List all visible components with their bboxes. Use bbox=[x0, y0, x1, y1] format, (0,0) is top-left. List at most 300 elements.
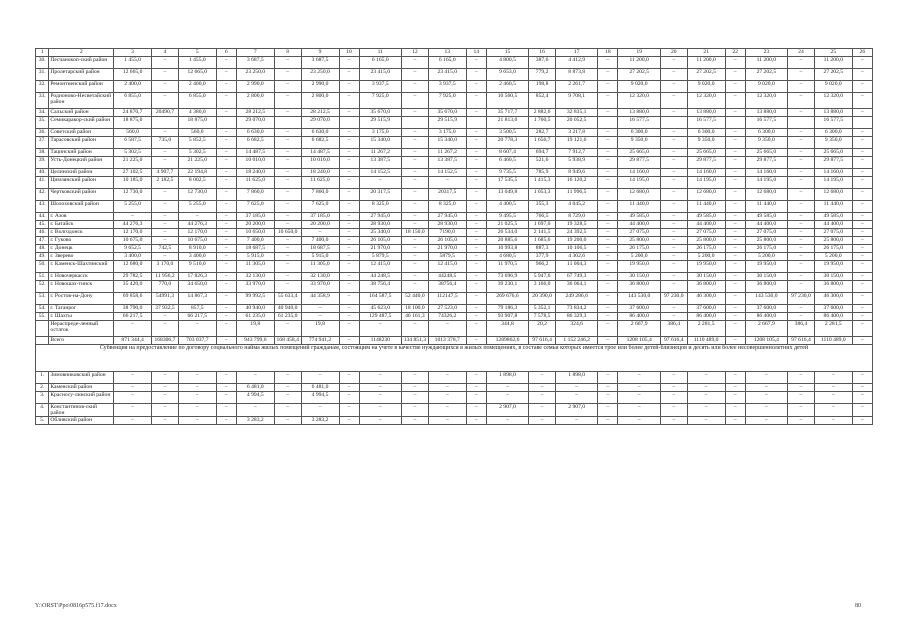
value-cell: 23 250,0 bbox=[236, 69, 274, 81]
value-cell: 11 004,3 bbox=[555, 261, 597, 273]
value-cell: – bbox=[725, 293, 745, 305]
value-cell: – bbox=[339, 417, 359, 425]
value-cell: – bbox=[598, 305, 618, 313]
value-cell: 10 675,0 bbox=[114, 237, 152, 245]
row-number: 36. bbox=[36, 129, 49, 137]
column-number: 16 bbox=[529, 49, 556, 57]
value-cell: – bbox=[216, 169, 236, 177]
value-cell: – bbox=[788, 109, 815, 117]
value-cell: – bbox=[788, 137, 815, 149]
value-cell: 1 656,7 bbox=[529, 137, 556, 149]
column-number: 8 bbox=[274, 49, 301, 57]
value-cell: 27 945,0 bbox=[359, 213, 401, 221]
value-cell: 97 616,4 bbox=[529, 337, 556, 345]
value-cell: 19,8 bbox=[236, 321, 274, 337]
value-cell: – bbox=[660, 229, 687, 237]
value-cell: – bbox=[339, 384, 359, 392]
value-cell: – bbox=[725, 57, 745, 69]
table-row bbox=[36, 213, 873, 221]
value-cell: – bbox=[152, 237, 179, 245]
value-cell: 97 616,4 bbox=[660, 337, 687, 345]
value-cell: – bbox=[852, 372, 872, 384]
value-cell: – bbox=[339, 189, 359, 201]
value-cell: – bbox=[359, 321, 401, 337]
value-cell: – bbox=[598, 372, 618, 384]
value-cell: – bbox=[274, 201, 301, 213]
page-number: 80 bbox=[855, 603, 861, 609]
value-cell: 38 790,0 bbox=[114, 305, 152, 313]
municipality-name: Чертковский район bbox=[49, 189, 114, 201]
value-cell: – bbox=[598, 189, 618, 201]
value-cell: – bbox=[725, 189, 745, 201]
value-cell: 46 161,3 bbox=[401, 313, 428, 321]
value-cell bbox=[725, 117, 745, 129]
value-cell: – bbox=[152, 189, 179, 201]
value-cell: – bbox=[725, 245, 745, 253]
value-cell: – bbox=[660, 109, 687, 117]
value-cell: 25 340,0 bbox=[359, 229, 401, 237]
municipality-name: г. Таганрог bbox=[49, 305, 114, 313]
value-cell: – bbox=[660, 404, 687, 417]
value-cell: – bbox=[852, 313, 872, 321]
value-cell: 33 970,0 bbox=[301, 281, 339, 293]
value-cell: – bbox=[598, 129, 618, 137]
row-number: 39. bbox=[36, 157, 49, 169]
value-cell: – bbox=[274, 321, 301, 337]
value-cell: 3 175,0 bbox=[359, 129, 401, 137]
value-cell: 134 851,3 bbox=[401, 337, 428, 345]
value-cell: 14 487,5 bbox=[236, 149, 274, 157]
value-cell: 3 166,0 bbox=[529, 281, 556, 293]
value-cell: 2 400,0 bbox=[114, 81, 152, 93]
value-cell: 9 708,1 bbox=[555, 93, 597, 109]
value-cell: – bbox=[359, 392, 401, 404]
value-cell: – bbox=[152, 81, 179, 93]
municipality-name: Цимлянский район bbox=[49, 177, 114, 189]
value-cell: 30 150,0 bbox=[618, 273, 660, 281]
value-cell: 16 577,5 bbox=[745, 117, 787, 129]
column-number: 9 bbox=[301, 49, 339, 57]
value-cell: – bbox=[725, 81, 745, 93]
value-cell: 44 276,3 bbox=[178, 221, 216, 229]
value-cell: – bbox=[466, 229, 486, 237]
value-cell: 766,5 bbox=[529, 213, 556, 221]
row-number: 5. bbox=[36, 417, 49, 425]
value-cell: 99 992,5 bbox=[236, 293, 274, 305]
value-cell: – bbox=[339, 245, 359, 253]
value-cell: – bbox=[725, 221, 745, 229]
value-cell: 97 616,4 bbox=[788, 337, 815, 345]
value-cell: 11 440,0 bbox=[814, 201, 852, 213]
value-cell: 86 400,0 bbox=[745, 313, 787, 321]
value-cell: – bbox=[788, 392, 815, 404]
value-cell: 9 350,0 bbox=[618, 137, 660, 149]
value-cell: – bbox=[660, 137, 687, 149]
value-cell: 17 826,3 bbox=[178, 273, 216, 281]
value-cell: – bbox=[301, 404, 339, 417]
value-cell: 14 195,0 bbox=[687, 177, 725, 189]
row-number: 44. bbox=[36, 213, 49, 221]
value-cell: – bbox=[852, 109, 872, 117]
header-row bbox=[36, 49, 873, 57]
municipality-name: г. Каменск-Шахтинский bbox=[49, 261, 114, 273]
municipality-name: г. Шахты bbox=[49, 313, 114, 321]
value-cell: 49 585,0 bbox=[814, 213, 852, 221]
value-cell: 17 535,5 bbox=[486, 177, 528, 189]
value-cell: 1 415,3 bbox=[529, 177, 556, 189]
value-cell: 6 165,0 bbox=[359, 57, 401, 69]
value-cell bbox=[852, 117, 872, 129]
table-row bbox=[36, 137, 873, 149]
value-cell: – bbox=[274, 177, 301, 189]
value-cell: – bbox=[466, 261, 486, 273]
value-cell: – bbox=[401, 137, 428, 149]
value-cell: – bbox=[788, 81, 815, 93]
table-row bbox=[36, 157, 873, 169]
value-cell: 5 947,6 bbox=[529, 273, 556, 281]
value-cell: 20490,7 bbox=[152, 109, 179, 117]
value-cell: – bbox=[466, 109, 486, 117]
value-cell: – bbox=[852, 417, 872, 425]
table-row bbox=[36, 281, 873, 293]
column-number: 21 bbox=[687, 49, 725, 57]
value-cell: 14 160,0 bbox=[687, 169, 725, 177]
table-row bbox=[36, 404, 873, 417]
value-cell: 14 195,0 bbox=[814, 177, 852, 189]
value-cell: – bbox=[466, 245, 486, 253]
value-cell: – bbox=[725, 177, 745, 189]
value-cell: – bbox=[852, 404, 872, 417]
value-cell: 86 329,3 bbox=[555, 313, 597, 321]
municipality-name: г. Новочеркасск bbox=[49, 273, 114, 281]
value-cell: – bbox=[339, 177, 359, 189]
value-cell: 11 200,0 bbox=[745, 57, 787, 69]
value-cell: 2 990,0 bbox=[301, 81, 339, 93]
value-cell: 55 633,4 bbox=[274, 293, 301, 305]
value-cell: – bbox=[401, 221, 428, 229]
value-cell: 16 577,5 bbox=[618, 117, 660, 129]
value-cell: 44 276,3 bbox=[114, 221, 152, 229]
value-cell: – bbox=[466, 169, 486, 177]
row-number: 31. bbox=[36, 69, 49, 81]
value-cell: – bbox=[660, 81, 687, 93]
value-cell: 18 240,0 bbox=[236, 169, 274, 177]
value-cell: 3 687,5 bbox=[236, 57, 274, 69]
value-cell: – bbox=[428, 177, 466, 189]
value-cell: – bbox=[687, 384, 725, 392]
municipality-name: Ремонтненский район bbox=[49, 81, 114, 93]
value-cell: – bbox=[725, 281, 745, 293]
value-cell: – bbox=[339, 273, 359, 281]
value-cell: – bbox=[274, 81, 301, 93]
value-cell: 97 230,0 bbox=[788, 293, 815, 305]
value-cell: – bbox=[274, 281, 301, 293]
value-cell: 18 875,0 bbox=[114, 117, 152, 129]
value-cell: 86 400,0 bbox=[618, 313, 660, 321]
value-cell: 6 682,5 bbox=[301, 137, 339, 149]
value-cell: 5 200,0 bbox=[745, 253, 787, 261]
value-cell: – bbox=[725, 93, 745, 109]
value-cell: 36 800,0 bbox=[745, 281, 787, 293]
value-cell: – bbox=[852, 229, 872, 237]
value-cell: – bbox=[788, 281, 815, 293]
value-cell: 25 665,0 bbox=[687, 149, 725, 157]
value-cell: 11 440,0 bbox=[687, 201, 725, 213]
value-cell: 1 898,0 bbox=[486, 372, 528, 384]
value-cell: 27 075,0 bbox=[814, 229, 852, 237]
value-cell: 324,6 bbox=[555, 321, 597, 337]
value-cell: – bbox=[216, 149, 236, 157]
column-number: 17 bbox=[555, 49, 597, 57]
municipality-name: Зимовниковский район bbox=[49, 372, 114, 384]
column-number: 14 bbox=[466, 49, 486, 57]
value-cell: – bbox=[274, 372, 301, 384]
section-header-row bbox=[36, 345, 873, 372]
value-cell: – bbox=[788, 237, 815, 245]
value-cell: – bbox=[466, 137, 486, 149]
value-cell: – bbox=[660, 273, 687, 281]
value-cell: – bbox=[466, 404, 486, 417]
value-cell: – bbox=[660, 392, 687, 404]
municipality-name: Родионово-Несветайский район bbox=[49, 93, 114, 109]
value-cell: – bbox=[216, 57, 236, 69]
value-cell: – bbox=[216, 253, 236, 261]
value-cell: 887,3 bbox=[529, 245, 556, 253]
value-cell: 32 130,0 bbox=[236, 273, 274, 281]
value-cell: 10 650,0 bbox=[274, 229, 301, 237]
value-cell: – bbox=[529, 392, 556, 404]
value-cell: – bbox=[660, 157, 687, 169]
value-cell: 703 037,7 bbox=[178, 337, 216, 345]
value-cell: 13 049,8 bbox=[486, 189, 528, 201]
value-cell: 14 152,5 bbox=[359, 169, 401, 177]
value-cell: 12 680,0 bbox=[814, 189, 852, 201]
value-cell: – bbox=[598, 57, 618, 69]
value-cell: – bbox=[236, 372, 274, 384]
value-cell: 34 650,0 bbox=[178, 281, 216, 293]
value-cell: – bbox=[598, 253, 618, 261]
value-cell: 521,6 bbox=[529, 157, 556, 169]
value-cell: – bbox=[216, 273, 236, 281]
value-cell: 26 175,0 bbox=[814, 245, 852, 253]
value-cell: 20 200,0 bbox=[236, 221, 274, 229]
value-cell: – bbox=[401, 129, 428, 137]
value-cell: – bbox=[466, 384, 486, 392]
value-cell: 4 907,7 bbox=[152, 169, 179, 177]
row-number: 35. bbox=[36, 117, 49, 129]
value-cell: – bbox=[152, 69, 179, 81]
table-row bbox=[36, 293, 873, 305]
table-row bbox=[36, 201, 873, 213]
value-cell: 9 510,0 bbox=[178, 261, 216, 273]
value-cell: 8 607,4 bbox=[486, 149, 528, 157]
value-cell: – bbox=[339, 305, 359, 313]
value-cell: – bbox=[274, 69, 301, 81]
value-cell: 73 696,9 bbox=[486, 273, 528, 281]
value-cell: 12 320,0 bbox=[745, 93, 787, 109]
table-row bbox=[36, 117, 873, 129]
value-cell: – bbox=[401, 384, 428, 392]
row-number: 32. bbox=[36, 81, 49, 93]
value-cell: – bbox=[660, 417, 687, 425]
row-number: 34. bbox=[36, 109, 49, 117]
value-cell: – bbox=[216, 189, 236, 201]
value-cell: – bbox=[788, 261, 815, 273]
value-cell: – bbox=[339, 57, 359, 69]
value-cell: 14 487,5 bbox=[301, 149, 339, 157]
value-cell: – bbox=[401, 237, 428, 245]
value-cell: 25 800,0 bbox=[814, 237, 852, 245]
value-cell: 23 250,0 bbox=[301, 69, 339, 81]
value-cell: 52 440,0 bbox=[401, 293, 428, 305]
value-cell: 20 317,5 bbox=[359, 189, 401, 201]
value-cell: – bbox=[745, 404, 787, 417]
value-cell: – bbox=[114, 372, 152, 384]
table-row bbox=[36, 221, 873, 229]
value-cell: – bbox=[339, 169, 359, 177]
value-cell: 28 930,0 bbox=[428, 221, 466, 229]
value-cell: – bbox=[466, 273, 486, 281]
value-cell: – bbox=[152, 149, 179, 157]
row-number: 33. bbox=[36, 93, 49, 109]
value-cell: – bbox=[788, 404, 815, 417]
value-cell: – bbox=[178, 321, 216, 337]
value-cell: 2 281,5 bbox=[814, 321, 852, 337]
value-cell: – bbox=[152, 321, 179, 337]
value-cell: 24 870,7 bbox=[114, 109, 152, 117]
value-cell: – bbox=[466, 129, 486, 137]
value-cell: 13 880,0 bbox=[814, 109, 852, 117]
value-cell: – bbox=[725, 213, 745, 221]
value-cell: 12 170,0 bbox=[178, 229, 216, 237]
table-row bbox=[36, 384, 873, 392]
municipality-name: г. Зверево bbox=[49, 253, 114, 261]
value-cell: 15 340,0 bbox=[428, 137, 466, 149]
value-cell: – bbox=[339, 213, 359, 221]
value-cell: 10 675,0 bbox=[178, 237, 216, 245]
municipality-name: Усть-Донецкий район bbox=[49, 157, 114, 169]
table-row bbox=[36, 149, 873, 157]
row-number: 40. bbox=[36, 169, 49, 177]
column-number: 13 bbox=[428, 49, 466, 57]
value-cell: – bbox=[466, 337, 486, 345]
value-cell bbox=[401, 117, 428, 129]
value-cell: 5 879,5 bbox=[359, 253, 401, 261]
value-cell: 11 625,0 bbox=[236, 177, 274, 189]
value-cell: 13 880,0 bbox=[687, 109, 725, 117]
value-cell: – bbox=[359, 404, 401, 417]
value-cell: 6 300,0 bbox=[745, 129, 787, 137]
value-cell: – bbox=[660, 237, 687, 245]
municipality-name: Тарасовский район bbox=[49, 137, 114, 149]
value-cell: – bbox=[725, 157, 745, 169]
value-cell: 355,3 bbox=[529, 201, 556, 213]
value-cell: 3 400,0 bbox=[114, 253, 152, 261]
value-cell: – bbox=[725, 201, 745, 213]
value-cell: 168 458,4 bbox=[274, 337, 301, 345]
value-cell: – bbox=[725, 237, 745, 245]
value-cell: – bbox=[401, 404, 428, 417]
value-cell: – bbox=[401, 213, 428, 221]
value-cell: – bbox=[401, 392, 428, 404]
row-number: 2. bbox=[36, 384, 49, 392]
value-cell: – bbox=[725, 109, 745, 117]
value-cell: 20 885,6 bbox=[486, 237, 528, 245]
value-cell: 12 320,0 bbox=[618, 93, 660, 109]
value-cell: 29 515,9 bbox=[359, 117, 401, 129]
value-cell: 10 010,0 bbox=[236, 157, 274, 169]
value-cell: – bbox=[725, 129, 745, 137]
value-cell: – bbox=[274, 253, 301, 261]
value-cell: 1110 489,0 bbox=[814, 337, 852, 345]
row-number: 1. bbox=[36, 372, 49, 384]
value-cell: 12 680,0 bbox=[114, 261, 152, 273]
value-cell: – bbox=[745, 392, 787, 404]
value-cell: – bbox=[339, 109, 359, 117]
value-cell: – bbox=[852, 253, 872, 261]
value-cell: 7 400,0 bbox=[301, 237, 339, 245]
value-cell: 8 873,8 bbox=[555, 69, 597, 81]
value-cell: – bbox=[660, 213, 687, 221]
value-cell: 6 460,5 bbox=[486, 157, 528, 169]
value-cell: – bbox=[114, 392, 152, 404]
value-cell: – bbox=[852, 337, 872, 345]
value-cell: 9 020,0 bbox=[745, 81, 787, 93]
value-cell: – bbox=[660, 169, 687, 177]
value-cell: 779,2 bbox=[529, 69, 556, 81]
row-number: 4. bbox=[36, 404, 49, 417]
value-cell: 36 800,0 bbox=[814, 281, 852, 293]
value-cell: – bbox=[852, 392, 872, 404]
value-cell: 12 680,0 bbox=[687, 189, 725, 201]
value-cell: 10 010,0 bbox=[301, 157, 339, 169]
table-row bbox=[36, 81, 873, 93]
value-cell: 6 300,0 bbox=[687, 129, 725, 137]
value-cell: 27 945,0 bbox=[428, 213, 466, 221]
value-cell: 25 800,0 bbox=[745, 237, 787, 245]
municipality-name: Советский район bbox=[49, 129, 114, 137]
row-number: 37. bbox=[36, 137, 49, 149]
value-cell: 25 800,0 bbox=[618, 237, 660, 245]
value-cell: 24 392,5 bbox=[555, 229, 597, 237]
value-cell: 27 523,0 bbox=[428, 305, 466, 313]
municipality-name: Песчанокоп-ский район bbox=[49, 57, 114, 69]
value-cell: 20317,5 bbox=[428, 189, 466, 201]
value-cell: 19,8 bbox=[301, 321, 339, 337]
value-cell: – bbox=[466, 313, 486, 321]
value-cell: – bbox=[466, 372, 486, 384]
value-cell: 23 415,0 bbox=[428, 69, 466, 81]
value-cell: – bbox=[598, 261, 618, 273]
municipality-name: Всего bbox=[49, 337, 114, 345]
value-cell: – bbox=[401, 372, 428, 384]
value-cell: – bbox=[660, 261, 687, 273]
section-title: Субвенция на предоставление по договору социального найма жилых помещений гражданам, состоящим на учете в качестве нуждающихся в жилых помещениях, в составе семьи которых имеется трое или более детей-близнецов и десять или более несовершеннолетних детей bbox=[36, 345, 873, 372]
value-cell: 29 782,5 bbox=[114, 273, 152, 281]
municipality-name: Семикаракор-ский район bbox=[49, 117, 114, 129]
value-cell: 3 687,5 bbox=[301, 57, 339, 69]
value-cell: 11 200,0 bbox=[814, 57, 852, 69]
value-cell: – bbox=[660, 221, 687, 229]
value-cell: – bbox=[745, 384, 787, 392]
value-cell: 29 877,5 bbox=[745, 157, 787, 169]
value-cell: 143 530,0 bbox=[745, 293, 787, 305]
value-cell: – bbox=[216, 69, 236, 81]
value-cell: 2 281,5 bbox=[687, 321, 725, 337]
value-cell: 26 175,0 bbox=[687, 245, 725, 253]
value-cell: – bbox=[178, 213, 216, 221]
value-cell: 7 625,0 bbox=[236, 201, 274, 213]
